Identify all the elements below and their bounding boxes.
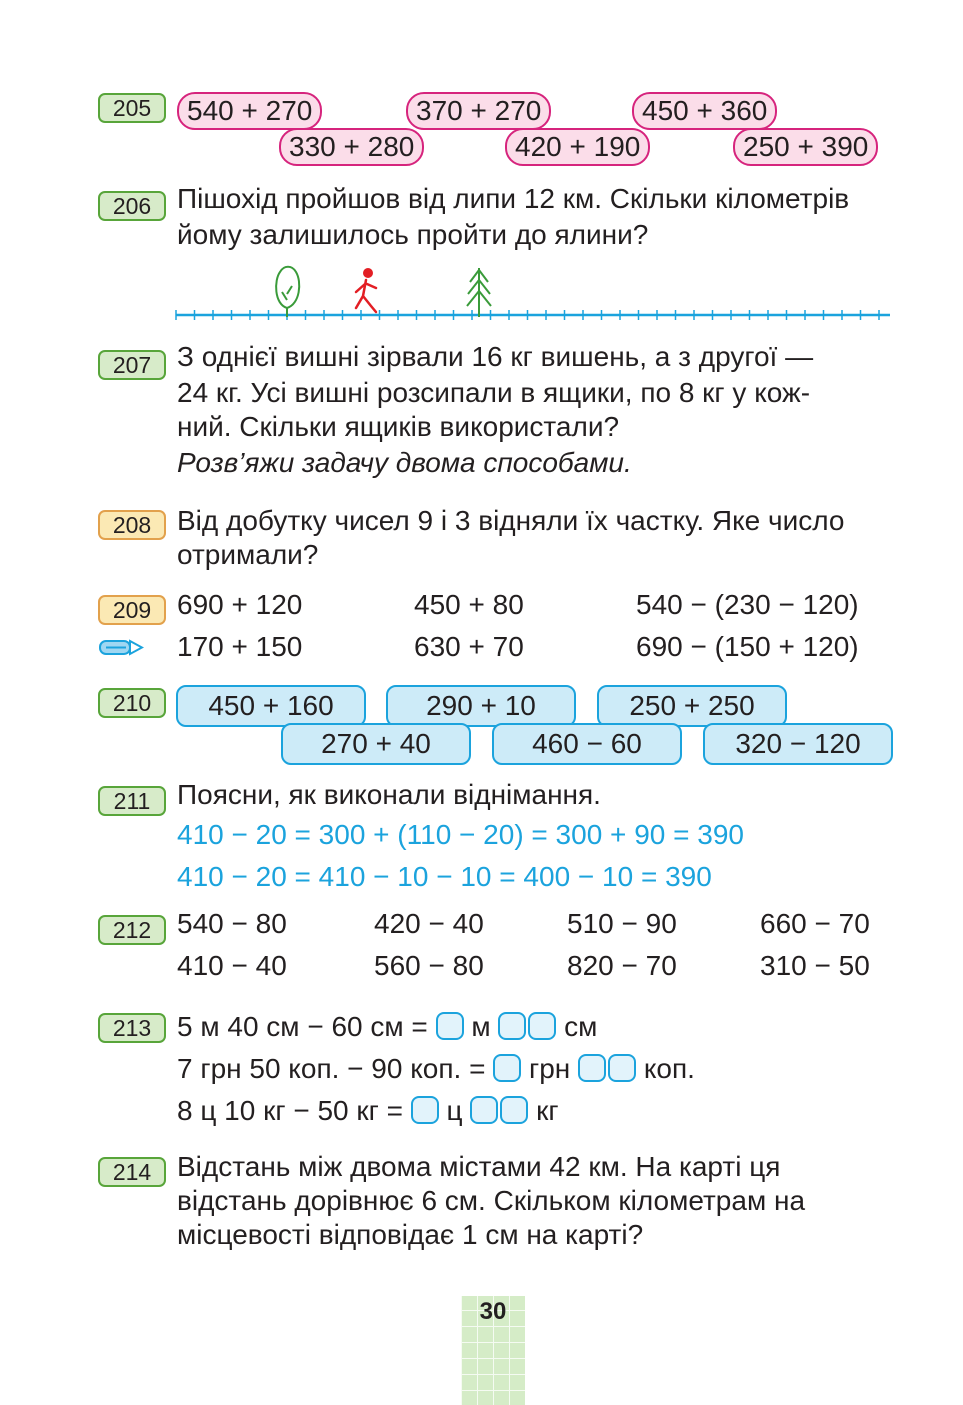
distance-number-line (170, 260, 895, 326)
exercise-number-211: 211 (98, 786, 166, 816)
expression-box: 320 − 120 (703, 723, 893, 765)
expression: 420 + 190 (505, 128, 650, 166)
expression: 450 + 80 (414, 589, 524, 620)
exercise-number-214: 214 (98, 1157, 166, 1187)
page-number: 30 (479, 1298, 507, 1325)
expression-box: 250 + 250 (597, 685, 787, 727)
linden-tree-icon (276, 267, 299, 317)
conversion-expression: 7 грн 50 коп. − 90 коп. = (177, 1053, 486, 1084)
expression: 410 − 40 (177, 950, 287, 981)
unit-label: см (564, 1011, 598, 1042)
expression: 630 + 70 (414, 631, 524, 662)
conversion-task (177, 1052, 695, 1086)
expression: 310 − 50 (760, 950, 870, 981)
expression: 560 − 80 (374, 950, 484, 981)
answer-box[interactable] (493, 1054, 521, 1082)
expression: 540 − 80 (177, 908, 287, 939)
expression-box: 450 + 160 (176, 685, 366, 727)
expression: 540 + 270 (177, 92, 322, 130)
example-solution: 410 − 20 = 410 − 10 − 10 = 400 − 10 = 390 (177, 861, 712, 892)
pencil-icon (98, 638, 144, 658)
expression-box: 460 − 60 (492, 723, 682, 765)
task-text: ний. Скільки ящиків використали? (177, 411, 620, 442)
exercise-number-209: 209 (98, 595, 166, 625)
page-number-box (461, 1296, 525, 1405)
expression-box: 270 + 40 (281, 723, 471, 765)
answer-box[interactable] (500, 1096, 528, 1124)
unit-label: коп. (643, 1053, 695, 1084)
expression: 250 + 390 (733, 128, 878, 166)
exercise-number-210: 210 (98, 688, 166, 718)
exercise-number-207: 207 (98, 350, 166, 380)
example-solution: 410 − 20 = 300 + (110 − 20) = 300 + 90 = 390 (177, 819, 744, 850)
expression: 450 + 360 (632, 92, 777, 130)
exercise-number-206: 206 (98, 191, 166, 221)
expression: 690 − (150 + 120) (636, 631, 859, 662)
task-text: отримали? (177, 539, 319, 570)
exercise-number-208: 208 (98, 510, 166, 540)
conversion-expression: 8 ц 10 кг − 50 кг = (177, 1095, 403, 1126)
unit-label: м (471, 1011, 491, 1042)
task-text: Поясни, як виконали віднімання. (177, 779, 601, 810)
task-text: Від добутку чисел 9 і 3 відняли їх частку. Яке число (177, 505, 845, 536)
expression: 660 − 70 (760, 908, 870, 939)
answer-box[interactable] (411, 1096, 439, 1124)
conversion-task (177, 1010, 597, 1044)
fir-tree-icon (467, 268, 491, 317)
expression: 820 − 70 (567, 950, 677, 981)
answer-box[interactable] (608, 1054, 636, 1082)
conversion-expression: 5 м 40 см − 60 см = (177, 1011, 428, 1042)
unit-label: кг (536, 1095, 559, 1126)
answer-box[interactable] (528, 1012, 556, 1040)
task-text: йому залишилось пройти до ялини? (177, 219, 649, 250)
exercise-number-205: 205 (98, 93, 166, 123)
expression: 370 + 270 (406, 92, 551, 130)
task-text: відстань дорівнює 6 см. Скільком кілометрам на (177, 1185, 806, 1216)
exercise-number-212: 212 (98, 915, 166, 945)
task-text: Пішохід пройшов від липи 12 км. Скільки кілометрів (177, 183, 850, 214)
answer-box[interactable] (470, 1096, 498, 1124)
expression: 330 + 280 (279, 128, 424, 166)
task-text: Відстань між двома містами 42 км. На карті ця (177, 1151, 781, 1182)
answer-box[interactable] (578, 1054, 606, 1082)
expression-box: 290 + 10 (386, 685, 576, 727)
conversion-task (177, 1094, 559, 1128)
task-text: З однієї вишні зірвали 16 кг вишень, а з другої — (177, 341, 814, 372)
unit-label: ц (446, 1095, 463, 1126)
expression: 420 − 40 (374, 908, 484, 939)
unit-label: грн (529, 1053, 571, 1084)
walking-person-icon (356, 268, 376, 312)
answer-box[interactable] (498, 1012, 526, 1040)
exercise-number-213: 213 (98, 1013, 166, 1043)
answer-box[interactable] (436, 1012, 464, 1040)
task-instruction: Розв’яжи задачу двома способами. (177, 447, 632, 478)
task-text: місцевості відповідає 1 см на карті? (177, 1219, 644, 1250)
expression: 170 + 150 (177, 631, 303, 662)
expression: 540 − (230 − 120) (636, 589, 859, 620)
task-text: 24 кг. Усі вишні розсипали в ящики, по 8 кг у кож- (177, 377, 811, 408)
expression: 510 − 90 (567, 908, 677, 939)
expression: 690 + 120 (177, 589, 303, 620)
